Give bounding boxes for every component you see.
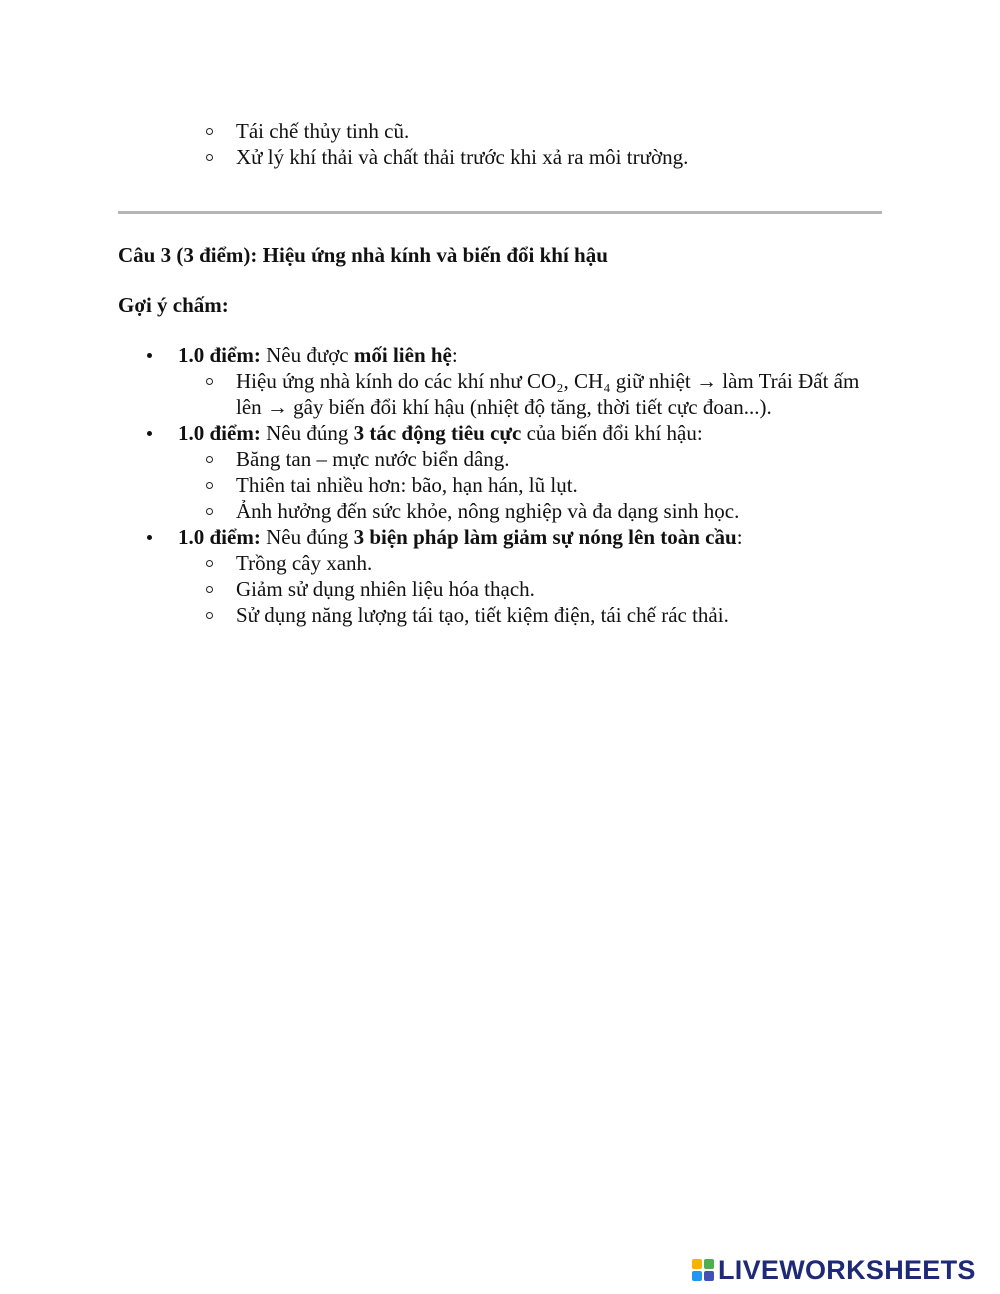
criterion-pre: Nêu đúng [260, 421, 354, 445]
criterion-key: 3 biện pháp làm giảm sự nóng lên toàn cầu [353, 525, 737, 549]
list-item-text: Tái chế thủy tinh cũ. [236, 119, 410, 143]
circle-bullet-icon [206, 154, 213, 161]
criterion-post: của biến đổi khí hậu: [521, 421, 703, 445]
logo-square [692, 1271, 702, 1281]
bullet-dot-icon [147, 535, 152, 540]
circle-bullet-icon [206, 482, 213, 489]
criterion-pre: Nêu đúng [260, 525, 354, 549]
list-item-text: Thiên tai nhiều hơn: bão, hạn hán, lũ lụt. [236, 473, 578, 497]
bullet-dot-icon [147, 353, 152, 358]
criterion-points: 1.0 điểm: [178, 525, 261, 549]
list-item-text: Băng tan – mực nước biển dâng. [236, 447, 510, 471]
question-title: Câu 3 (3 điểm): Hiệu ứng nhà kính và biến đổi khí hậu [118, 243, 608, 267]
list-item-text: Hiệu ứng nhà kính do các khí như CO₂, CH₄ giữ nhiệt → làm Trái Đất ấm lên → gây biến đổi khí hậu (nhiệt độ tăng, thời tiết cực đoan...). [236, 369, 860, 419]
horizontal-divider [118, 211, 882, 214]
criterion-key: 3 tác động tiêu cực [353, 421, 522, 445]
criterion-pre: Nêu được [260, 343, 354, 367]
criterion-post: : [451, 343, 458, 367]
criterion-text [178, 420, 703, 446]
criterion-points: 1.0 điểm: [178, 421, 261, 445]
circle-bullet-icon [206, 456, 213, 463]
circle-bullet-icon [206, 612, 213, 619]
criterion-post: : [736, 525, 743, 549]
guide-label: Gợi ý chấm: [118, 293, 229, 317]
criterion-text [178, 342, 458, 368]
bullet-dot-icon [147, 431, 152, 436]
liveworksheets-logo [692, 1256, 976, 1284]
circle-bullet-icon [206, 128, 213, 135]
logo-square [704, 1271, 714, 1281]
logo-square [692, 1259, 702, 1269]
criterion-points: 1.0 điểm: [178, 343, 261, 367]
list-item-text: Trồng cây xanh. [236, 551, 373, 575]
criterion-text [178, 524, 743, 550]
circle-bullet-icon [206, 378, 213, 385]
list-item-text: Ảnh hưởng đến sức khỏe, nông nghiệp và đa dạng sinh học. [236, 499, 740, 523]
criterion-key: mối liên hệ [353, 343, 452, 367]
list-item-text: Giảm sử dụng nhiên liệu hóa thạch. [236, 577, 535, 601]
circle-bullet-icon [206, 560, 213, 567]
circle-bullet-icon [206, 586, 213, 593]
logo-squares-icon [692, 1259, 714, 1281]
list-item-text: Xử lý khí thải và chất thải trước khi xả ra môi trường. [236, 145, 689, 169]
list-item-text: Sử dụng năng lượng tái tạo, tiết kiệm điện, tái chế rác thải. [236, 603, 729, 627]
logo-text: LIVEWORKSHEETS [718, 1254, 976, 1285]
circle-bullet-icon [206, 508, 213, 515]
logo-square [704, 1259, 714, 1269]
